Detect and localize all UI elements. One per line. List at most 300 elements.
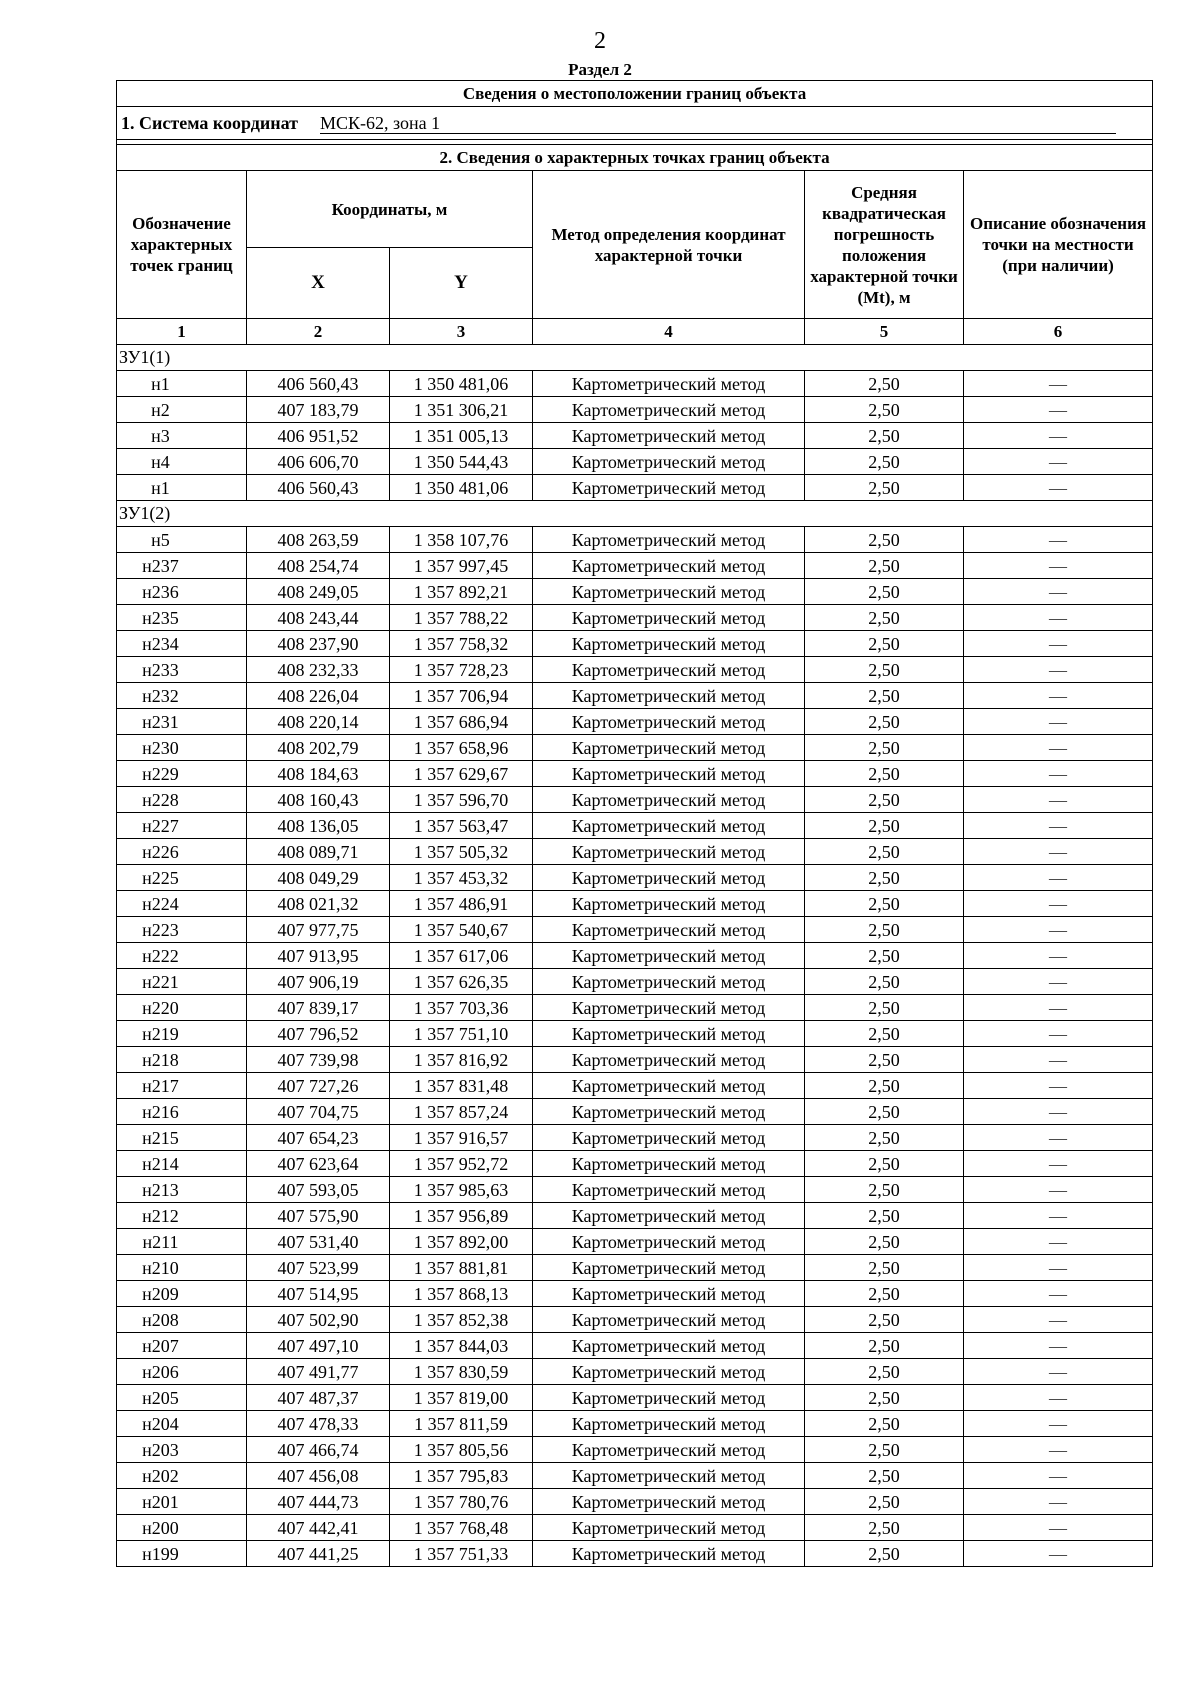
method-cell: Картометрический метод: [533, 527, 805, 553]
y-cell: 1 357 956,89: [390, 1203, 533, 1229]
description-cell: —: [964, 1255, 1153, 1281]
y-cell: 1 357 617,06: [390, 943, 533, 969]
x-cell: 407 906,19: [247, 969, 390, 995]
error-cell: 2,50: [805, 1307, 964, 1333]
method-cell: Картометрический метод: [533, 1255, 805, 1281]
y-cell: 1 358 107,76: [390, 527, 533, 553]
method-cell: Картометрический метод: [533, 1073, 805, 1099]
y-cell: 1 357 997,45: [390, 553, 533, 579]
table-row: [117, 1151, 1153, 1177]
x-cell: 406 560,43: [247, 371, 390, 397]
point-name-cell: н236: [117, 579, 247, 605]
y-cell: 1 351 306,21: [390, 397, 533, 423]
table-row: [117, 865, 1153, 891]
error-cell: 2,50: [805, 917, 964, 943]
description-cell: —: [964, 787, 1153, 813]
table-row: [117, 1281, 1153, 1307]
point-name-cell: н1: [117, 371, 247, 397]
point-name-cell: н202: [117, 1463, 247, 1489]
x-cell: 408 254,74: [247, 553, 390, 579]
description-cell: —: [964, 1489, 1153, 1515]
error-cell: 2,50: [805, 1437, 964, 1463]
table-row: [117, 943, 1153, 969]
method-cell: Картометрический метод: [533, 943, 805, 969]
description-cell: —: [964, 735, 1153, 761]
header-x: X: [247, 248, 390, 319]
table-row: [117, 449, 1153, 475]
x-cell: 407 593,05: [247, 1177, 390, 1203]
x-cell: 407 913,95: [247, 943, 390, 969]
description-cell: —: [964, 1515, 1153, 1541]
error-cell: 2,50: [805, 761, 964, 787]
table-row: [117, 891, 1153, 917]
column-number: 1: [117, 319, 247, 345]
description-cell: —: [964, 579, 1153, 605]
error-cell: 2,50: [805, 1203, 964, 1229]
method-cell: Картометрический метод: [533, 631, 805, 657]
method-cell: Картометрический метод: [533, 1021, 805, 1047]
point-name-cell: н212: [117, 1203, 247, 1229]
y-cell: 1 357 881,81: [390, 1255, 533, 1281]
method-cell: Картометрический метод: [533, 1411, 805, 1437]
group-row: [117, 501, 1153, 527]
method-cell: Картометрический метод: [533, 761, 805, 787]
coordinate-system-label: 1. Система координат: [121, 112, 298, 133]
point-name-cell: н228: [117, 787, 247, 813]
y-cell: 1 357 811,59: [390, 1411, 533, 1437]
description-cell: —: [964, 813, 1153, 839]
point-name-cell: н231: [117, 709, 247, 735]
table-row: [117, 1359, 1153, 1385]
table-row: [117, 917, 1153, 943]
table-row: [117, 969, 1153, 995]
x-cell: 408 049,29: [247, 865, 390, 891]
x-cell: 407 727,26: [247, 1073, 390, 1099]
error-cell: 2,50: [805, 1489, 964, 1515]
y-cell: 1 357 857,24: [390, 1099, 533, 1125]
table-row: [117, 1385, 1153, 1411]
table-row: [117, 1203, 1153, 1229]
method-cell: Картометрический метод: [533, 423, 805, 449]
table-row: [117, 475, 1153, 501]
x-cell: 408 202,79: [247, 735, 390, 761]
table-row: [117, 1541, 1153, 1567]
description-cell: —: [964, 1411, 1153, 1437]
error-cell: 2,50: [805, 1073, 964, 1099]
error-cell: 2,50: [805, 397, 964, 423]
point-name-cell: н229: [117, 761, 247, 787]
x-cell: 407 977,75: [247, 917, 390, 943]
description-cell: —: [964, 969, 1153, 995]
point-name-cell: н200: [117, 1515, 247, 1541]
x-cell: 408 184,63: [247, 761, 390, 787]
y-cell: 1 357 596,70: [390, 787, 533, 813]
y-cell: 1 357 768,48: [390, 1515, 533, 1541]
method-cell: Картометрический метод: [533, 1489, 805, 1515]
error-cell: 2,50: [805, 657, 964, 683]
error-cell: 2,50: [805, 709, 964, 735]
y-cell: 1 357 816,92: [390, 1047, 533, 1073]
y-cell: 1 357 703,36: [390, 995, 533, 1021]
y-cell: 1 357 844,03: [390, 1333, 533, 1359]
x-cell: 408 021,32: [247, 891, 390, 917]
description-cell: —: [964, 605, 1153, 631]
table-row: [117, 579, 1153, 605]
point-name-cell: н204: [117, 1411, 247, 1437]
x-cell: 407 487,37: [247, 1385, 390, 1411]
error-cell: 2,50: [805, 1333, 964, 1359]
boundary-points-table: [116, 80, 1153, 1567]
point-name-cell: н1: [117, 475, 247, 501]
error-cell: 2,50: [805, 839, 964, 865]
error-cell: 2,50: [805, 449, 964, 475]
error-cell: 2,50: [805, 1021, 964, 1047]
point-name-cell: н211: [117, 1229, 247, 1255]
error-cell: 2,50: [805, 1151, 964, 1177]
method-cell: Картометрический метод: [533, 683, 805, 709]
method-cell: Картометрический метод: [533, 735, 805, 761]
point-name-cell: н203: [117, 1437, 247, 1463]
table-row: [117, 1437, 1153, 1463]
header-coords: Координаты, м: [247, 171, 533, 248]
table-row: [117, 553, 1153, 579]
point-name-cell: н215: [117, 1125, 247, 1151]
column-number: 3: [390, 319, 533, 345]
x-cell: 408 243,44: [247, 605, 390, 631]
y-cell: 1 357 658,96: [390, 735, 533, 761]
table-row: [117, 1125, 1153, 1151]
point-name-cell: н218: [117, 1047, 247, 1073]
method-cell: Картометрический метод: [533, 865, 805, 891]
description-cell: —: [964, 839, 1153, 865]
x-cell: 407 442,41: [247, 1515, 390, 1541]
y-cell: 1 357 686,94: [390, 709, 533, 735]
column-number: 4: [533, 319, 805, 345]
description-cell: —: [964, 1229, 1153, 1255]
description-cell: —: [964, 683, 1153, 709]
error-cell: 2,50: [805, 553, 964, 579]
table-row: [117, 1515, 1153, 1541]
point-name-cell: н227: [117, 813, 247, 839]
method-cell: Картометрический метод: [533, 709, 805, 735]
point-name-cell: н207: [117, 1333, 247, 1359]
column-number: 5: [805, 319, 964, 345]
error-cell: 2,50: [805, 943, 964, 969]
error-cell: 2,50: [805, 813, 964, 839]
method-cell: Картометрический метод: [533, 1359, 805, 1385]
method-cell: Картометрический метод: [533, 579, 805, 605]
point-name-cell: н237: [117, 553, 247, 579]
y-cell: 1 357 868,13: [390, 1281, 533, 1307]
description-cell: —: [964, 1151, 1153, 1177]
x-cell: 407 704,75: [247, 1099, 390, 1125]
description-cell: —: [964, 423, 1153, 449]
y-cell: 1 357 985,63: [390, 1177, 533, 1203]
method-cell: Картометрический метод: [533, 1333, 805, 1359]
error-cell: 2,50: [805, 475, 964, 501]
table-row: [117, 1255, 1153, 1281]
y-cell: 1 357 486,91: [390, 891, 533, 917]
error-cell: 2,50: [805, 1125, 964, 1151]
point-name-cell: н234: [117, 631, 247, 657]
y-cell: 1 357 916,57: [390, 1125, 533, 1151]
error-cell: 2,50: [805, 683, 964, 709]
y-cell: 1 357 629,67: [390, 761, 533, 787]
method-cell: Картометрический метод: [533, 605, 805, 631]
coordinate-system-value: МСК-62, зона 1: [320, 113, 1116, 134]
x-cell: 407 514,95: [247, 1281, 390, 1307]
y-cell: 1 357 795,83: [390, 1463, 533, 1489]
method-cell: Картометрический метод: [533, 1177, 805, 1203]
y-cell: 1 357 780,76: [390, 1489, 533, 1515]
y-cell: 1 357 453,32: [390, 865, 533, 891]
description-cell: —: [964, 475, 1153, 501]
description-cell: —: [964, 1177, 1153, 1203]
group-label: ЗУ1(2): [117, 501, 1153, 527]
point-name-cell: н2: [117, 397, 247, 423]
y-cell: 1 357 626,35: [390, 969, 533, 995]
point-name-cell: н223: [117, 917, 247, 943]
description-cell: —: [964, 657, 1153, 683]
method-cell: Картометрический метод: [533, 917, 805, 943]
x-cell: 408 160,43: [247, 787, 390, 813]
header-error: Средняя квадратическая погрешность положения характерной точки (Mt), м: [805, 171, 964, 319]
column-number: 2: [247, 319, 390, 345]
table-row: [117, 1047, 1153, 1073]
method-cell: Картометрический метод: [533, 1385, 805, 1411]
error-cell: 2,50: [805, 1463, 964, 1489]
method-cell: Картометрический метод: [533, 813, 805, 839]
description-cell: —: [964, 1203, 1153, 1229]
error-cell: 2,50: [805, 1177, 964, 1203]
table-row: [117, 813, 1153, 839]
table-row: [117, 839, 1153, 865]
table-row: [117, 1463, 1153, 1489]
table-row: [117, 995, 1153, 1021]
table-row: [117, 1177, 1153, 1203]
method-cell: Картометрический метод: [533, 1125, 805, 1151]
point-name-cell: н219: [117, 1021, 247, 1047]
description-cell: —: [964, 371, 1153, 397]
y-cell: 1 350 481,06: [390, 475, 533, 501]
description-cell: —: [964, 1359, 1153, 1385]
table-row: [117, 1099, 1153, 1125]
table-row: [117, 709, 1153, 735]
description-cell: —: [964, 1385, 1153, 1411]
point-name-cell: н217: [117, 1073, 247, 1099]
y-cell: 1 357 758,32: [390, 631, 533, 657]
table-row: [117, 761, 1153, 787]
method-cell: Картометрический метод: [533, 891, 805, 917]
error-cell: 2,50: [805, 891, 964, 917]
header-y: Y: [390, 248, 533, 319]
method-cell: Картометрический метод: [533, 1099, 805, 1125]
point-name-cell: н225: [117, 865, 247, 891]
page-number: 2: [594, 28, 606, 54]
method-cell: Картометрический метод: [533, 1307, 805, 1333]
description-cell: —: [964, 1541, 1153, 1567]
error-cell: 2,50: [805, 1255, 964, 1281]
header-description: Описание обозначения точки на местности (при наличии): [964, 171, 1153, 319]
description-cell: —: [964, 1021, 1153, 1047]
point-name-cell: н222: [117, 943, 247, 969]
description-cell: —: [964, 1047, 1153, 1073]
description-cell: —: [964, 1437, 1153, 1463]
error-cell: 2,50: [805, 865, 964, 891]
x-cell: 407 531,40: [247, 1229, 390, 1255]
y-cell: 1 350 544,43: [390, 449, 533, 475]
group-row: [117, 345, 1153, 371]
description-cell: —: [964, 449, 1153, 475]
x-cell: 407 623,64: [247, 1151, 390, 1177]
x-cell: 408 226,04: [247, 683, 390, 709]
header-point: Обозначение характерных точек границ: [117, 171, 247, 319]
document-title: Сведения о местоположении границ объекта: [117, 81, 1153, 107]
table-row: [117, 397, 1153, 423]
x-cell: 407 523,99: [247, 1255, 390, 1281]
y-cell: 1 357 751,10: [390, 1021, 533, 1047]
table-row: [117, 1489, 1153, 1515]
description-cell: —: [964, 865, 1153, 891]
description-cell: —: [964, 995, 1153, 1021]
x-cell: 407 497,10: [247, 1333, 390, 1359]
y-cell: 1 357 892,21: [390, 579, 533, 605]
y-cell: 1 350 481,06: [390, 371, 533, 397]
method-cell: Картометрический метод: [533, 1229, 805, 1255]
y-cell: 1 357 831,48: [390, 1073, 533, 1099]
point-name-cell: н199: [117, 1541, 247, 1567]
description-cell: —: [964, 761, 1153, 787]
description-cell: —: [964, 397, 1153, 423]
description-cell: —: [964, 1125, 1153, 1151]
x-cell: 408 263,59: [247, 527, 390, 553]
x-cell: 407 654,23: [247, 1125, 390, 1151]
x-cell: 407 839,17: [247, 995, 390, 1021]
method-cell: Картометрический метод: [533, 449, 805, 475]
error-cell: 2,50: [805, 631, 964, 657]
point-name-cell: н230: [117, 735, 247, 761]
method-cell: Картометрический метод: [533, 995, 805, 1021]
column-number: 6: [964, 319, 1153, 345]
point-name-cell: н209: [117, 1281, 247, 1307]
y-cell: 1 357 852,38: [390, 1307, 533, 1333]
x-cell: 407 466,74: [247, 1437, 390, 1463]
x-cell: 406 560,43: [247, 475, 390, 501]
description-cell: —: [964, 709, 1153, 735]
error-cell: 2,50: [805, 1281, 964, 1307]
description-cell: —: [964, 1307, 1153, 1333]
error-cell: 2,50: [805, 1385, 964, 1411]
y-cell: 1 357 505,32: [390, 839, 533, 865]
table-row: [117, 657, 1153, 683]
point-name-cell: н224: [117, 891, 247, 917]
error-cell: 2,50: [805, 371, 964, 397]
point-name-cell: н4: [117, 449, 247, 475]
points-subtitle: 2. Сведения о характерных точках границ объекта: [117, 145, 1153, 171]
point-name-cell: н205: [117, 1385, 247, 1411]
point-name-cell: н233: [117, 657, 247, 683]
error-cell: 2,50: [805, 1099, 964, 1125]
error-cell: 2,50: [805, 423, 964, 449]
method-cell: Картометрический метод: [533, 1203, 805, 1229]
method-cell: Картометрический метод: [533, 839, 805, 865]
method-cell: Картометрический метод: [533, 1437, 805, 1463]
method-cell: Картометрический метод: [533, 657, 805, 683]
description-cell: —: [964, 1463, 1153, 1489]
point-name-cell: н213: [117, 1177, 247, 1203]
x-cell: 407 502,90: [247, 1307, 390, 1333]
x-cell: 407 444,73: [247, 1489, 390, 1515]
table-row: [117, 735, 1153, 761]
point-name-cell: н235: [117, 605, 247, 631]
table-row: [117, 371, 1153, 397]
point-name-cell: н206: [117, 1359, 247, 1385]
error-cell: 2,50: [805, 605, 964, 631]
method-cell: Картометрический метод: [533, 787, 805, 813]
table-row: [117, 1021, 1153, 1047]
x-cell: 408 089,71: [247, 839, 390, 865]
description-cell: —: [964, 631, 1153, 657]
x-cell: 408 249,05: [247, 579, 390, 605]
method-cell: Картометрический метод: [533, 1541, 805, 1567]
method-cell: Картометрический метод: [533, 475, 805, 501]
method-cell: Картометрический метод: [533, 1463, 805, 1489]
point-name-cell: н226: [117, 839, 247, 865]
x-cell: 407 478,33: [247, 1411, 390, 1437]
x-cell: 408 220,14: [247, 709, 390, 735]
point-name-cell: н208: [117, 1307, 247, 1333]
point-name-cell: н232: [117, 683, 247, 709]
point-name-cell: н220: [117, 995, 247, 1021]
y-cell: 1 357 830,59: [390, 1359, 533, 1385]
coordinate-system-row: [117, 107, 1153, 140]
description-cell: —: [964, 1073, 1153, 1099]
point-name-cell: н201: [117, 1489, 247, 1515]
y-cell: 1 357 751,33: [390, 1541, 533, 1567]
x-cell: 408 232,33: [247, 657, 390, 683]
y-cell: 1 357 563,47: [390, 813, 533, 839]
description-cell: —: [964, 1333, 1153, 1359]
point-name-cell: н221: [117, 969, 247, 995]
x-cell: 406 606,70: [247, 449, 390, 475]
section-title: Раздел 2: [568, 60, 632, 79]
error-cell: 2,50: [805, 579, 964, 605]
header-method: Метод определения координат характерной точки: [533, 171, 805, 319]
error-cell: 2,50: [805, 1541, 964, 1567]
method-cell: Картометрический метод: [533, 371, 805, 397]
x-cell: 407 796,52: [247, 1021, 390, 1047]
description-cell: —: [964, 553, 1153, 579]
y-cell: 1 357 706,94: [390, 683, 533, 709]
method-cell: Картометрический метод: [533, 1281, 805, 1307]
error-cell: 2,50: [805, 787, 964, 813]
description-cell: —: [964, 1099, 1153, 1125]
x-cell: 406 951,52: [247, 423, 390, 449]
x-cell: 407 441,25: [247, 1541, 390, 1567]
table-row: [117, 683, 1153, 709]
table-row: [117, 605, 1153, 631]
x-cell: 407 491,77: [247, 1359, 390, 1385]
table-row: [117, 631, 1153, 657]
description-cell: —: [964, 917, 1153, 943]
point-name-cell: н216: [117, 1099, 247, 1125]
method-cell: Картометрический метод: [533, 969, 805, 995]
point-name-cell: н210: [117, 1255, 247, 1281]
y-cell: 1 357 788,22: [390, 605, 533, 631]
error-cell: 2,50: [805, 735, 964, 761]
y-cell: 1 357 805,56: [390, 1437, 533, 1463]
point-name-cell: н3: [117, 423, 247, 449]
